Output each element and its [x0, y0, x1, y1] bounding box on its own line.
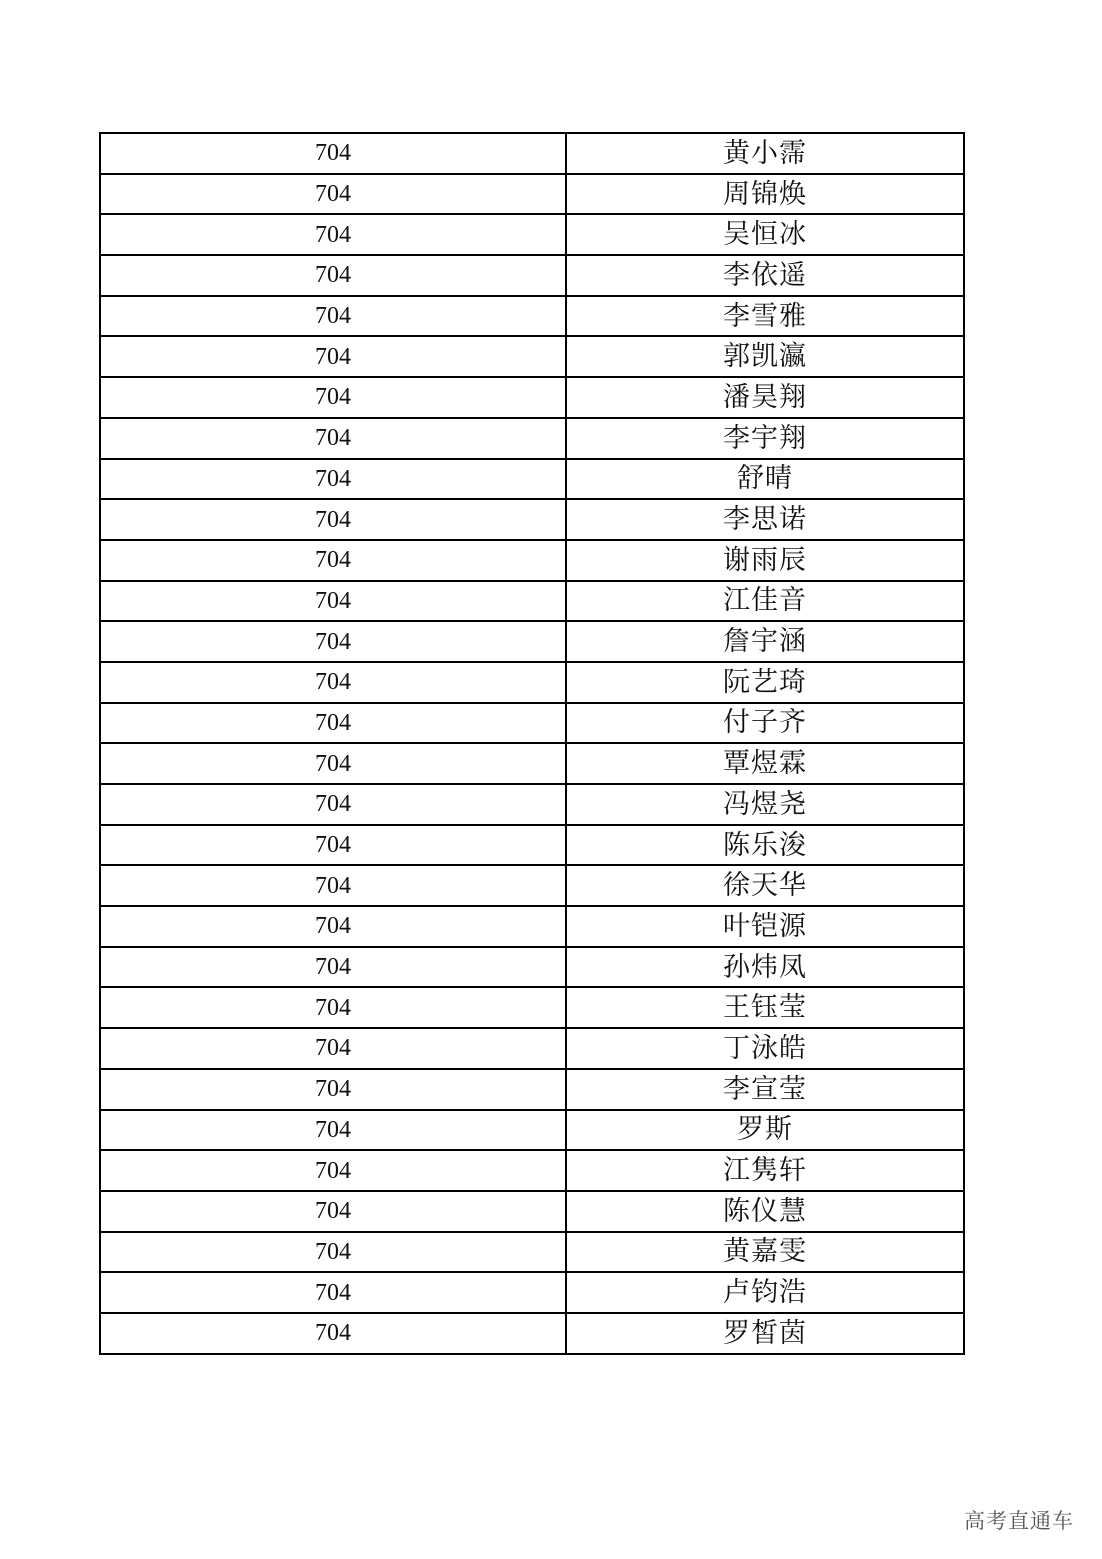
- student-name-cell: 罗斯: [566, 1110, 964, 1151]
- roster-table-body: [100, 133, 964, 1354]
- student-name-cell: 付子齐: [566, 703, 964, 744]
- table-row: [100, 174, 964, 215]
- class-cell: 704: [100, 987, 566, 1028]
- table-row: [100, 214, 964, 255]
- class-cell: 704: [100, 743, 566, 784]
- student-name-cell: 周锦焕: [566, 174, 964, 215]
- student-name-cell: 孙炜凤: [566, 947, 964, 988]
- table-row: [100, 499, 964, 540]
- class-cell: 704: [100, 296, 566, 337]
- class-cell: 704: [100, 1191, 566, 1232]
- table-row: [100, 296, 964, 337]
- student-name-cell: 李宣莹: [566, 1069, 964, 1110]
- table-row: [100, 1069, 964, 1110]
- table-row: [100, 987, 964, 1028]
- class-cell: 704: [100, 214, 566, 255]
- student-name-cell: 江隽轩: [566, 1150, 964, 1191]
- student-name-cell: 冯煜尧: [566, 784, 964, 825]
- table-row: [100, 133, 964, 174]
- student-name-cell: 叶铠源: [566, 906, 964, 947]
- student-name-cell: 覃煜霖: [566, 743, 964, 784]
- class-cell: 704: [100, 540, 566, 581]
- student-name-cell: 谢雨辰: [566, 540, 964, 581]
- class-cell: 704: [100, 377, 566, 418]
- table-row: [100, 377, 964, 418]
- class-cell: 704: [100, 255, 566, 296]
- class-cell: 704: [100, 418, 566, 459]
- class-cell: 704: [100, 1069, 566, 1110]
- table-row: [100, 1313, 964, 1354]
- table-row: [100, 459, 964, 500]
- class-cell: 704: [100, 336, 566, 377]
- class-cell: 704: [100, 784, 566, 825]
- roster-table: [99, 132, 965, 1355]
- table-row: [100, 743, 964, 784]
- student-name-cell: 陈乐浚: [566, 825, 964, 866]
- class-cell: 704: [100, 662, 566, 703]
- class-cell: 704: [100, 499, 566, 540]
- student-name-cell: 李思诺: [566, 499, 964, 540]
- table-row: [100, 418, 964, 459]
- class-cell: 704: [100, 1110, 566, 1151]
- student-name-cell: 王钰莹: [566, 987, 964, 1028]
- class-cell: 704: [100, 1272, 566, 1313]
- student-name-cell: 李雪雅: [566, 296, 964, 337]
- class-cell: 704: [100, 947, 566, 988]
- student-name-cell: 黄小霈: [566, 133, 964, 174]
- class-cell: 704: [100, 133, 566, 174]
- watermark-text: 高考直通车: [964, 1509, 1074, 1533]
- table-row: [100, 1150, 964, 1191]
- table-row: [100, 1191, 964, 1232]
- student-name-cell: 丁泳皓: [566, 1028, 964, 1069]
- table-row: [100, 703, 964, 744]
- class-cell: 704: [100, 906, 566, 947]
- student-name-cell: 黄嘉雯: [566, 1232, 964, 1273]
- table-row: [100, 784, 964, 825]
- student-name-cell: 吴恒冰: [566, 214, 964, 255]
- student-name-cell: 陈仪慧: [566, 1191, 964, 1232]
- table-row: [100, 947, 964, 988]
- table-row: [100, 1232, 964, 1273]
- table-row: [100, 865, 964, 906]
- student-name-cell: 卢钧浩: [566, 1272, 964, 1313]
- student-name-cell: 李宇翔: [566, 418, 964, 459]
- table-row: [100, 540, 964, 581]
- class-cell: 704: [100, 1150, 566, 1191]
- student-name-cell: 潘昊翔: [566, 377, 964, 418]
- student-name-cell: 徐天华: [566, 865, 964, 906]
- class-cell: 704: [100, 825, 566, 866]
- table-row: [100, 1272, 964, 1313]
- class-cell: 704: [100, 581, 566, 622]
- table-row: [100, 581, 964, 622]
- student-name-cell: 郭凯瀛: [566, 336, 964, 377]
- class-cell: 704: [100, 1028, 566, 1069]
- table-row: [100, 336, 964, 377]
- table-row: [100, 662, 964, 703]
- table-row: [100, 906, 964, 947]
- student-name-cell: 阮艺琦: [566, 662, 964, 703]
- class-cell: 704: [100, 1313, 566, 1354]
- table-row: [100, 1110, 964, 1151]
- table-row: [100, 825, 964, 866]
- class-cell: 704: [100, 174, 566, 215]
- class-cell: 704: [100, 865, 566, 906]
- class-cell: 704: [100, 703, 566, 744]
- student-name-cell: 李依遥: [566, 255, 964, 296]
- student-name-cell: 江佳音: [566, 581, 964, 622]
- table-row: [100, 1028, 964, 1069]
- table-row: [100, 255, 964, 296]
- student-name-cell: 罗皙茵: [566, 1313, 964, 1354]
- class-cell: 704: [100, 621, 566, 662]
- class-cell: 704: [100, 1232, 566, 1273]
- table-row: [100, 621, 964, 662]
- class-cell: 704: [100, 459, 566, 500]
- student-name-cell: 舒晴: [566, 459, 964, 500]
- student-name-cell: 詹宇涵: [566, 621, 964, 662]
